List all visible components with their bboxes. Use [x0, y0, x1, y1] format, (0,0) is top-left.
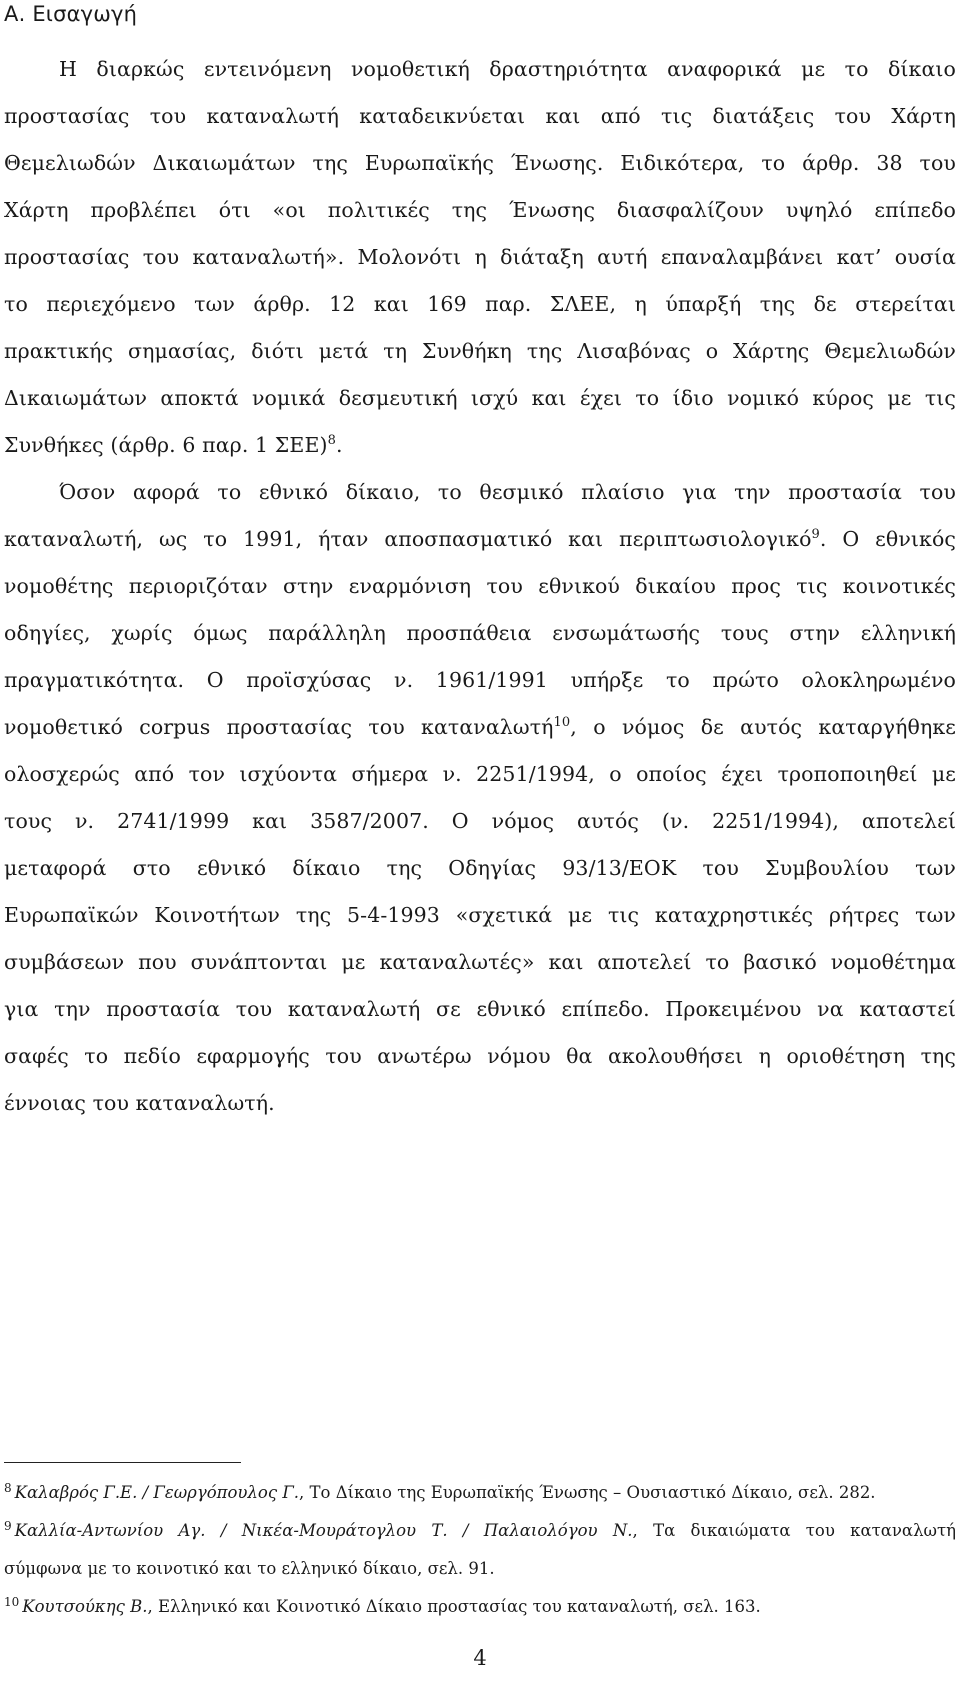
- footnote-ref-10[interactable]: 10: [553, 715, 571, 731]
- paragraph-2: [4, 469, 956, 1127]
- paragraph-line: το περιεχόμενο των άρθρ. 12 και 169 παρ. ΣΛΕΕ, η ύπαρξή της δε στερείται: [4, 292, 956, 316]
- footnote-text: , Τα δικαιώματα του καταναλωτή: [632, 1521, 956, 1540]
- paragraph-line: Η διαρκώς εντεινόμενη νομοθετική δραστηριότητα αναφορικά με το δίκαιο: [59, 57, 956, 81]
- paragraph-line: Χάρτη προβλέπει ότι «οι πολιτικές της Ένωσης διασφαλίζουν υψηλό επίπεδο: [4, 198, 956, 222]
- footnote-text: , Το Δίκαιο της Ευρωπαϊκής Ένωσης – Ουσιαστικό Δίκαιο, σελ. 282.: [299, 1483, 876, 1502]
- paragraph-line: τους ν. 2741/1999 και 3587/2007. Ο νόμος αυτός (ν. 2251/1994), αποτελεί: [4, 809, 956, 833]
- paragraph-line: προστασίας του καταναλωτή καταδεικνύεται και από τις διατάξεις του Χάρτη: [4, 104, 956, 128]
- paragraph-line: [4, 516, 956, 563]
- footnote-separator: [4, 1462, 241, 1463]
- footnote-ref-9[interactable]: 9: [811, 527, 820, 543]
- paragraph-text: . Ο εθνικός: [819, 527, 956, 551]
- paragraph-line: για την προστασία του καταναλωτή σε εθνικό επίπεδο. Προκειμένου να καταστεί: [4, 997, 956, 1021]
- paragraph-line: Ευρωπαϊκών Κοινοτήτων της 5-4-1993 «σχετικά με τις καταχρηστικές ρήτρες των: [4, 903, 956, 927]
- paragraph-line: πρακτικής σημασίας, διότι μετά τη Συνθήκη της Λισαβόνας ο Χάρτης Θεμελιωδών: [4, 339, 956, 363]
- paragraph-line: [4, 704, 956, 751]
- footnote-ref-8[interactable]: 8: [327, 433, 337, 449]
- paragraph-line: νομοθέτης περιοριζόταν στην εναρμόνιση του εθνικού δικαίου προς τις κοινοτικές: [4, 574, 956, 598]
- paragraph-line: ολοσχερώς από τον ισχύοντα σήμερα ν. 2251/1994, ο οποίος έχει τροποποιηθεί με: [4, 762, 956, 786]
- paragraph-line: Συνθήκες (άρθρ. 6 παρ. 1 ΣΕΕ)$^8$.: [4, 433, 343, 457]
- paragraph-line: πραγματικότητα. Ο προϊσχύσας ν. 1961/1991 υπήρξε το πρώτο ολοκληρωμένο: [4, 668, 956, 692]
- footnote-authors: Καλλία-Αντωνίου Αγ. / Νικέα-Μουράτογλου Τ. / Παλαιολόγου Ν.: [14, 1521, 633, 1540]
- paragraph-line: συμβάσεων που συνάπτονται με καταναλωτές» και αποτελεί το βασικό νομοθέτημα: [4, 950, 956, 974]
- footnote-10: [4, 1588, 956, 1626]
- footnote-authors: Κουτσούκης Β.: [22, 1597, 148, 1616]
- paragraph-text: Συνθήκες (άρθρ. 6 παρ. 1 ΣΕΕ): [4, 433, 328, 457]
- paragraph-line: μεταφορά στο εθνικό δίκαιο της Οδηγίας 93/13/ΕΟΚ του Συμβουλίου των: [4, 856, 956, 880]
- footnote-8: [4, 1474, 956, 1512]
- paragraph-line: έννοιας του καταναλωτή.: [4, 1091, 275, 1115]
- paragraph-line: προστασίας του καταναλωτή». Μολονότι η διάταξη αυτή επαναλαμβάνει κατ’ ουσία: [4, 245, 956, 269]
- paragraph-line: Όσον αφορά το εθνικό δίκαιο, το θεσμικό πλαίσιο για την προστασία του: [59, 480, 956, 504]
- footnote-9-continued: σύμφωνα με το κοινοτικό και το ελληνικό δίκαιο, σελ. 91.: [4, 1559, 495, 1578]
- paragraph-text: νομοθετικό corpus προστασίας του καταναλωτή: [4, 715, 554, 739]
- footnote-number: 9: [4, 1518, 12, 1533]
- paragraph-line: σαφές το πεδίο εφαρμογής του ανωτέρω νόμου θα ακολουθήσει η οριοθέτηση της: [4, 1044, 956, 1068]
- paragraph-line: Δικαιωμάτων αποκτά νομικά δεσμευτική ισχύ και έχει το ίδιο νομικό κύρος με τις: [4, 386, 956, 410]
- paragraph-text: , ο νόμος δε αυτός καταργήθηκε: [570, 715, 956, 739]
- footnote-number: 10: [4, 1594, 20, 1609]
- footnotes: [4, 1474, 956, 1626]
- paragraph-line: οδηγίες, χωρίς όμως παράλληλη προσπάθεια ενσωμάτωσής τους στην ελληνική: [4, 621, 956, 645]
- footnote-9: [4, 1512, 956, 1550]
- footnote-number: 8: [4, 1480, 12, 1495]
- footnote-authors: Καλαβρός Γ.Ε. / Γεωργόπουλος Γ.: [14, 1483, 300, 1502]
- page-number: 4: [473, 1646, 487, 1670]
- paragraph-line: Θεμελιωδών Δικαιωμάτων της Ευρωπαϊκής Ένωσης. Ειδικότερα, το άρθρ. 38 του: [4, 151, 956, 175]
- section-heading: Α. Εισαγωγή: [4, 2, 138, 26]
- paragraph-text: καταναλωτή, ως το 1991, ήταν αποσπασματικό και περιπτωσιολογικό: [4, 527, 812, 551]
- footnote-text: , Ελληνικό και Κοινοτικό Δίκαιο προστασίας του καταναλωτή, σελ. 163.: [147, 1597, 761, 1616]
- paragraph-1: [4, 46, 956, 469]
